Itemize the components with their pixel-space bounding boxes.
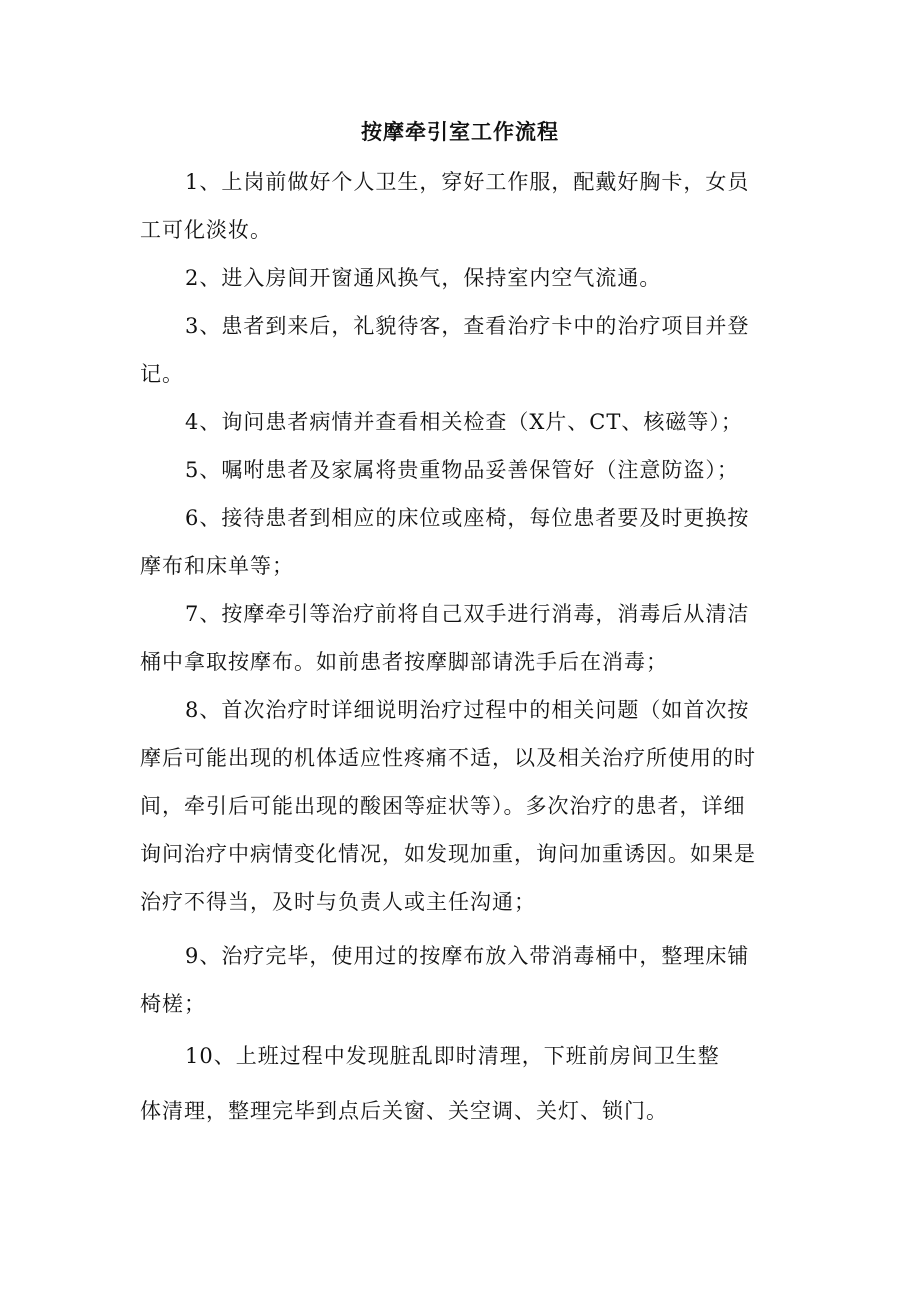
item-8-line-2: 摩后可能出现的机体适应性疼痛不适，以及相关治疗所使用的时 — [140, 746, 756, 770]
item-8-line-4: 询问治疗中病情变化情况，如发现加重，询问加重诱因。如果是 — [140, 842, 756, 866]
item-10-line-1: 10、上班过程中发现脏乱即时清理，下班前房间卫生整 — [185, 1044, 720, 1068]
item-1-line-2: 工可化淡妆。 — [140, 218, 272, 242]
item-4-line-1: 4、询问患者病情并查看相关检查（X片、CT、核磁等）； — [185, 410, 743, 434]
item-10-line-2: 体清理，整理完毕到点后关窗、关空调、关灯、锁门。 — [140, 1099, 668, 1123]
item-8-line-5: 治疗不得当，及时与负责人或主任沟通； — [140, 890, 536, 914]
item-8-line-3: 间，牵引后可能出现的酸困等症状等）。多次治疗的患者，详细 — [140, 794, 746, 818]
item-3-line-1: 3、患者到来后，礼貌待客，查看治疗卡中的治疗项目并登 — [185, 314, 750, 338]
item-8-line-1: 8、首次治疗时详细说明治疗过程中的相关问题（如首次按 — [185, 698, 750, 722]
item-9-line-2: 椅槎； — [140, 992, 206, 1016]
document-title: 按摩牵引室工作流程 — [361, 120, 559, 144]
item-7-line-1: 7、按摩牵引等治疗前将自己双手进行消毒，消毒后从清洁 — [185, 602, 750, 626]
item-6-line-2: 摩布和床单等； — [140, 554, 294, 578]
item-3-line-2: 记。 — [140, 362, 184, 386]
item-9-line-1: 9、治疗完毕，使用过的按摩布放入带消毒桶中，整理床铺 — [185, 944, 750, 968]
item-6-line-1: 6、接待患者到相应的床位或座椅，每位患者要及时更换按 — [185, 506, 750, 530]
item-2-line-1: 2、进入房间开窗通风换气，保持室内空气流通。 — [185, 266, 662, 290]
item-7-line-2: 桶中拿取按摩布。如前患者按摩脚部请洗手后在消毒； — [140, 650, 668, 674]
item-5-line-1: 5、嘱咐患者及家属将贵重物品妥善保管好（注意防盗）； — [185, 458, 739, 482]
item-1-line-1: 1、上岗前做好个人卫生，穿好工作服，配戴好胸卡，女员 — [185, 170, 750, 194]
